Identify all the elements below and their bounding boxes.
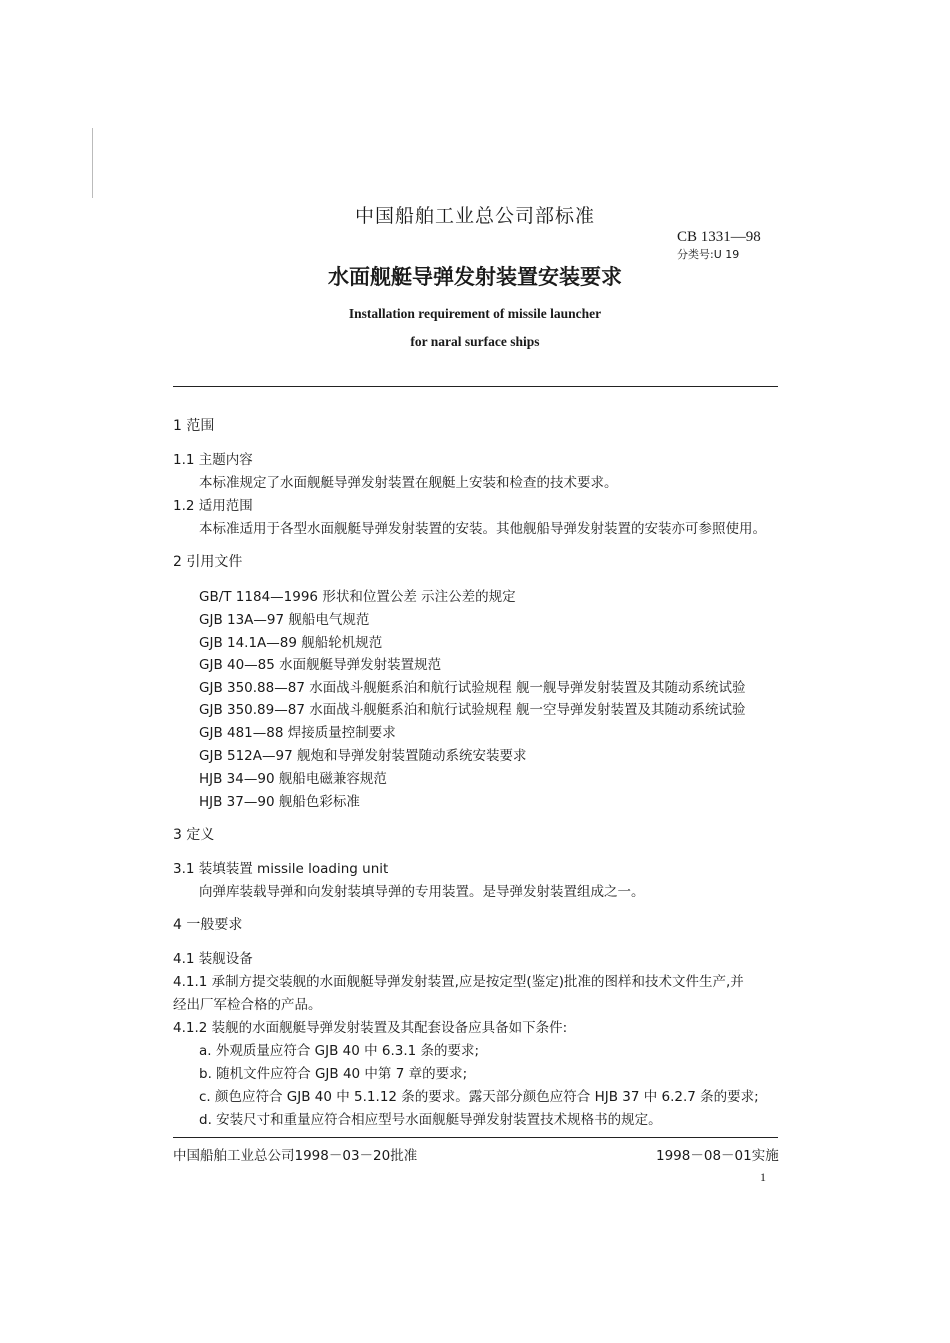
clause-3-1-text: 向弹库装载导弹和向发射装填导弹的专用装置。是导弹发射装置组成之一。 bbox=[199, 884, 645, 900]
clause-1-1-text: 本标准规定了水面舰艇导弹发射装置在舰艇上安装和检查的技术要求。 bbox=[199, 475, 618, 491]
requirement-item-a: a. 外观质量应符合 GJB 40 中 6.3.1 条的要求; bbox=[199, 1043, 480, 1059]
reference-item: GJB 14.1A—89 舰船轮机规范 bbox=[199, 635, 383, 651]
english-title-line-2: for naral surface ships bbox=[410, 334, 540, 349]
clause-3-1-heading: 3.1 装填装置 missile loading unit bbox=[173, 861, 389, 877]
section-2-heading: 2 引用文件 bbox=[173, 554, 243, 570]
effective-date: 1998－08－01实施 bbox=[656, 1148, 779, 1164]
approval-note: 中国船舶工业总公司1998－03－20批准 bbox=[173, 1148, 418, 1164]
requirement-item-d: d. 安装尺寸和重量应符合相应型号水面舰艇导弹发射装置技术规格书的规定。 bbox=[199, 1112, 662, 1128]
issuing-organization: 中国船舶工业总公司部标准 bbox=[354, 205, 595, 227]
classification-number: 分类号:U 19 bbox=[677, 248, 740, 261]
clause-4-1-heading: 4.1 装舰设备 bbox=[173, 951, 253, 967]
reference-item: GB/T 1184—1996 形状和位置公差 示注公差的规定 bbox=[199, 589, 516, 605]
reference-item: GJB 350.88—87 水面战斗舰艇系泊和航行试验规程 舰一舰导弹发射装置及其随动系统试验 bbox=[199, 680, 746, 696]
section-4-heading: 4 一般要求 bbox=[173, 917, 243, 933]
document-title: 水面舰艇导弹发射装置安装要求 bbox=[328, 265, 622, 289]
reference-item: HJB 34—90 舰船电磁兼容规范 bbox=[199, 771, 387, 787]
footer-divider bbox=[173, 1137, 778, 1138]
scan-margin-mark bbox=[92, 128, 93, 198]
clause-1-2-heading: 1.2 适用范围 bbox=[173, 498, 253, 514]
clause-4-1-1-text: 4.1.1 承制方提交装舰的水面舰艇导弹发射装置,应是按定型(鉴定)批准的图样和技术文件生产,并 bbox=[173, 974, 744, 990]
reference-item: HJB 37—90 舰船色彩标准 bbox=[199, 794, 360, 810]
english-title-line-1: Installation requirement of missile launcher bbox=[348, 306, 602, 321]
reference-item: GJB 40—85 水面舰艇导弹发射装置规范 bbox=[199, 657, 442, 673]
clause-4-1-1-text-cont: 经出厂军检合格的产品。 bbox=[173, 997, 322, 1013]
requirement-item-c: c. 颜色应符合 GJB 40 中 5.1.12 条的要求。露天部分颜色应符合 HJB 37 中 6.2.7 条的要求; bbox=[199, 1089, 759, 1105]
clause-1-2-text: 本标准适用于各型水面舰艇导弹发射装置的安装。其他舰船导弹发射装置的安装亦可参照使用。 bbox=[199, 521, 766, 537]
reference-item: GJB 512A—97 舰炮和导弹发射装置随动系统安装要求 bbox=[199, 748, 527, 764]
requirement-item-b: b. 随机文件应符合 GJB 40 中第 7 章的要求; bbox=[199, 1066, 468, 1082]
header-divider bbox=[173, 386, 778, 387]
page-number: 1 bbox=[760, 1170, 766, 1184]
standard-code: CB 1331—98 bbox=[677, 229, 761, 245]
reference-item: GJB 350.89—87 水面战斗舰艇系泊和航行试验规程 舰一空导弹发射装置及其随动系统试验 bbox=[199, 702, 746, 718]
section-1-heading: 1 范围 bbox=[173, 418, 215, 434]
reference-item: GJB 481—88 焊接质量控制要求 bbox=[199, 725, 396, 741]
clause-1-1-heading: 1.1 主题内容 bbox=[173, 452, 253, 468]
reference-item: GJB 13A—97 舰船电气规范 bbox=[199, 612, 370, 628]
section-3-heading: 3 定义 bbox=[173, 827, 215, 843]
clause-4-1-2-text: 4.1.2 装舰的水面舰艇导弹发射装置及其配套设备应具备如下条件: bbox=[173, 1020, 568, 1036]
